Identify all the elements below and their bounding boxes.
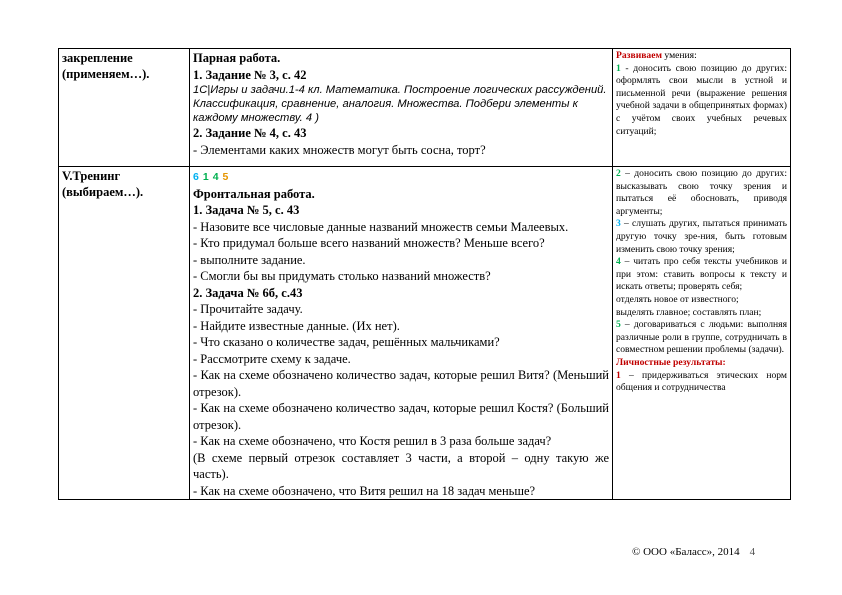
question-line: - Элементами каких множеств могут быть сосна, торт?: [193, 142, 486, 157]
stage-name: V.Тренинг: [62, 169, 121, 183]
skill-text: – договариваться с людьми: выполняя различные роли в группе, сотрудничать в совместном решении проблемы (задачи).: [616, 319, 787, 356]
skill-number: 5: [616, 319, 621, 331]
question-line: - Как на схеме обозначено количество задач, которые решил Витя? (Меньший отрезок).: [193, 368, 609, 399]
table-row: [59, 49, 791, 167]
stage-subtitle: (применяем…).: [62, 67, 150, 81]
skill-number: 6: [193, 171, 199, 183]
skill-text: – читать про себя тексты учебников и при этом: ставить вопросы к тексту и искать ответы; проверять себя;: [616, 256, 787, 293]
question-line: - Найдите известные данные. (Их нет).: [193, 318, 400, 333]
skill-text: – доносить свою позицию до других: высказывать свою точку зрения и пытаться её обосновать, приводя аргументы;: [616, 168, 787, 217]
stage-cell: [59, 49, 190, 167]
skill-number: 3: [616, 218, 621, 230]
question-line: - выполните задание.: [193, 252, 306, 267]
skill-text: - доносить свою позицию до других: оформлять свои мысли в устной и письменной речи (выражение решения учебной задачи в общепринятых формах) с учётом своих учебных речевых ситуаций;: [616, 62, 787, 137]
question-line: (В схеме первый отрезок составляет 3 части, а второй – одну такую же часть).: [193, 450, 609, 481]
skill-text: выделять главное; составлять план;: [616, 306, 762, 318]
skill-text: – слушать других, пытаться принимать другую точку зре-ния, быть готовым изменить свою точку зрения;: [616, 218, 787, 255]
question-line: - Как на схеме обозначено количество задач, которые решил Костя? (Больший отрезок).: [193, 401, 609, 432]
activity-cell: [190, 49, 613, 167]
table-row: [59, 167, 791, 500]
question-line: - Смогли бы вы придумать столько названий множеств?: [193, 269, 491, 283]
page-footer: [632, 546, 755, 558]
task-title: 1. Задача № 5, с. 43: [193, 203, 300, 217]
skill-number: 1: [202, 171, 209, 183]
skills-heading: Развиваем: [616, 50, 662, 61]
work-mode: Парная работа.: [193, 51, 281, 65]
question-line: - Как на схеме обозначено, что Витя решил на 18 задач меньше?: [193, 483, 536, 498]
lesson-plan-table: [58, 48, 791, 500]
task-title: 2. Задача № 6б, с.43: [193, 285, 303, 300]
activity-cell: [190, 167, 613, 500]
copyright-text: © ООО «Баласс», 2014: [632, 546, 740, 558]
skill-numbers: [193, 168, 609, 186]
skill-number: 1: [616, 369, 621, 381]
skill-number: 5: [222, 171, 229, 183]
resource-reference: 1С|Игры и задачи.1-4 кл. Математика. Построение логических рассуждений. Классификация, сравнение, аналогия. Множества. Подбери элементы к каждому множеству. 4 ): [193, 84, 607, 124]
skill-number: 4: [616, 256, 621, 268]
skills-heading-rest: умения:: [662, 50, 697, 61]
question-line: - Назовите все числовые данные названий множеств семьи Малеевых.: [193, 219, 569, 234]
personal-results-heading: Личностные результаты:: [616, 356, 726, 368]
skill-number: 1: [616, 62, 621, 74]
skill-number: 4: [212, 171, 219, 183]
question-line: - Кто придумал больше всего названий множеств? Меньше всего?: [193, 236, 545, 250]
task-title: 2. Задание № 4, с. 43: [193, 126, 307, 140]
skills-cell: [613, 49, 791, 167]
skill-text: – придерживаться этических норм общения и сотрудничества: [616, 369, 787, 394]
task-title: 1. Задание № 3, с. 42: [193, 67, 307, 82]
skill-number: 2: [616, 168, 621, 179]
skill-text: отделять новое от известного;: [616, 293, 739, 305]
question-line: - Как на схеме обозначено, что Костя решил в 3 раза больше задач?: [193, 434, 552, 448]
stage-name: закрепление: [62, 51, 133, 65]
page-number: 4: [749, 546, 756, 558]
question-line: - Прочитайте задачу.: [193, 302, 303, 316]
stage-subtitle: (выбираем…).: [62, 185, 144, 199]
skills-cell: [613, 167, 791, 500]
stage-cell: [59, 167, 190, 500]
question-line: - Что сказано о количестве задач, решённых мальчиками?: [193, 335, 500, 349]
question-line: - Рассмотрите схему к задаче.: [193, 351, 351, 366]
work-mode: Фронтальная работа.: [193, 186, 315, 201]
